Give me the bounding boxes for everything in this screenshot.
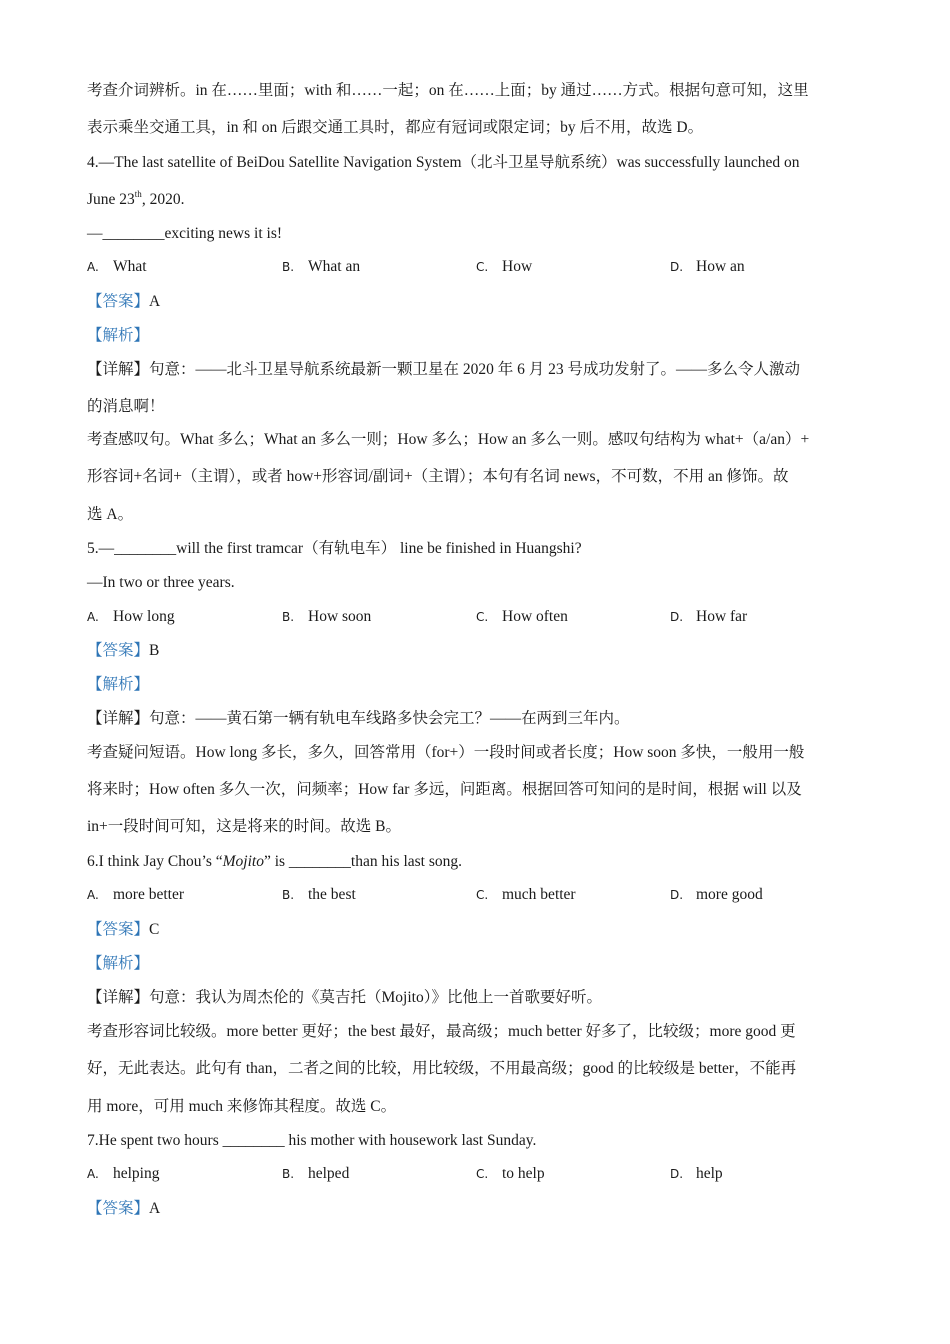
option-letter: A. xyxy=(87,1167,99,1181)
answer-value: B xyxy=(149,642,160,659)
option-letter: B. xyxy=(282,610,295,624)
option-text: helped xyxy=(308,1165,350,1182)
option-text: How an xyxy=(696,258,745,275)
answer-tag: 【答案】 xyxy=(87,642,150,659)
q5-options xyxy=(87,608,867,628)
q4-options xyxy=(87,258,867,278)
option-text: much better xyxy=(502,886,576,903)
q6-detail-line-4: 用 more，可用 much 来修饰其程度。故选 C。 xyxy=(87,1098,397,1115)
q7-option-d xyxy=(670,1165,723,1183)
q5-option-b xyxy=(282,608,371,626)
q6-detail-line-3: 好，无此表达。此句有 than，二者之间的比较，用比较级，不用最高级；good 的比较级是 better，不能再 xyxy=(87,1060,797,1077)
q6-stem-end: ” is ________than his last song. xyxy=(263,853,463,870)
q5-detail-line-1 xyxy=(87,709,864,729)
q6-stem xyxy=(87,852,864,872)
q5-detail-line-3: 将来时；How often 多久一次，问频率；How far 多远，问距离。根据回答可知问的是时间，根据 will 以及 xyxy=(87,781,802,798)
q4-date-suffix: th xyxy=(134,189,142,199)
q4-stem-line-1: 4.—The last satellite of BeiDou Satellite Navigation System（北斗卫星导航系统）was successfully launched on xyxy=(87,154,800,171)
q5-option-d xyxy=(670,608,747,626)
option-text: helping xyxy=(113,1165,160,1182)
option-letter: C. xyxy=(476,610,489,624)
q4-response-line: —________exciting news it is! xyxy=(87,225,283,242)
q6-option-d xyxy=(670,886,763,904)
option-letter: D. xyxy=(670,888,684,902)
q5-option-c xyxy=(476,608,568,626)
detail-text: 句意：——北斗卫星导航系统最新一颗卫星在 2020 年 6 月 23 号成功发射了。——多么令人激动 xyxy=(149,361,801,378)
q7-options xyxy=(87,1165,867,1185)
q7-stem: 7.He spent two hours ________ his mother with housework last Sunday. xyxy=(87,1132,537,1149)
answer-tag: 【答案】 xyxy=(87,1200,150,1217)
q6-detail-line-2: 考查形容词比较级。more better 更好；the best 最好，最高级；much better 好多了，比较级；more good 更 xyxy=(87,1023,796,1040)
option-text: to help xyxy=(502,1165,545,1182)
option-text: How soon xyxy=(308,608,372,625)
detail-tag: 【详解】 xyxy=(87,710,150,727)
q4-detail-line-2: 的消息啊！ xyxy=(87,398,165,415)
option-text: help xyxy=(696,1165,723,1182)
answer-tag: 【答案】 xyxy=(87,293,150,310)
option-letter: C. xyxy=(476,260,489,274)
q6-song-title: Mojito xyxy=(222,853,264,870)
option-text: What xyxy=(113,258,147,275)
option-text: How far xyxy=(696,608,748,625)
q6-stem-start: 6.I think Jay Chou’s “ xyxy=(87,853,223,870)
q4-detail-line-5: 选 A。 xyxy=(87,506,134,523)
option-text: the best xyxy=(308,886,356,903)
q6-analysis-tag: 【解析】 xyxy=(87,955,150,972)
q5-answer xyxy=(87,641,864,661)
q3-explanation-line-2: 表示乘坐交通工具，in 和 on 后跟交通工具时，都应有冠词或限定词；by 后不用，故选 D。 xyxy=(87,119,704,136)
q4-detail-line-3: 考查感叹句。What 多么；What an 多么一则；How 多么；How an 多么一则。感叹句结构为 what+（a/an）+ xyxy=(87,431,810,448)
q4-date: June 23 xyxy=(87,191,135,208)
answer-value: C xyxy=(149,921,160,938)
q6-answer xyxy=(87,920,864,940)
option-letter: A. xyxy=(87,260,99,274)
option-text: What an xyxy=(308,258,361,275)
q6-option-c xyxy=(476,886,576,904)
option-letter: B. xyxy=(282,1167,295,1181)
answer-value: A xyxy=(149,293,161,310)
option-letter: B. xyxy=(282,888,295,902)
q4-stem-line-2 xyxy=(87,190,864,210)
q7-answer xyxy=(87,1199,864,1219)
q5-analysis-tag: 【解析】 xyxy=(87,676,150,693)
detail-tag: 【详解】 xyxy=(87,989,150,1006)
q4-answer xyxy=(87,292,864,312)
q7-option-a xyxy=(87,1165,160,1183)
q4-option-c xyxy=(476,258,532,276)
q5-detail-line-4: in+一段时间可知，这是将来的时间。故选 B。 xyxy=(87,818,402,835)
q5-response-line: —In two or three years. xyxy=(87,574,235,591)
option-letter: A. xyxy=(87,888,99,902)
option-letter: A. xyxy=(87,610,99,624)
q5-stem-line-1: 5.—________will the first tramcar（有轨电车） line be finished in Huangshi? xyxy=(87,540,582,557)
q3-explanation-line-1: 考查介词辨析。in 在……里面；with 和……一起；on 在……上面；by 通过……方式。根据句意可知，这里 xyxy=(87,82,809,99)
option-text: more good xyxy=(696,886,763,903)
q6-options xyxy=(87,886,867,906)
q4-date-year: , 2020. xyxy=(141,191,185,208)
q4-detail-line-1 xyxy=(87,360,864,380)
q4-detail-line-4: 形容词+名词+（主谓），或者 how+形容词/副词+（主谓）；本句有名词 news，不可数，不用 an 修饰。故 xyxy=(87,468,789,485)
q7-option-b xyxy=(282,1165,349,1183)
q4-option-d xyxy=(670,258,745,276)
detail-text: 句意：——黄石第一辆有轨电车线路多快会完工？——在两到三年内。 xyxy=(149,710,630,727)
option-text: How xyxy=(502,258,533,275)
q4-analysis-tag: 【解析】 xyxy=(87,327,150,344)
option-text: How often xyxy=(502,608,568,625)
q5-option-a xyxy=(87,608,175,626)
answer-tag: 【答案】 xyxy=(87,921,150,938)
q7-option-c xyxy=(476,1165,545,1183)
option-letter: D. xyxy=(670,610,684,624)
answer-value: A xyxy=(149,1200,161,1217)
detail-text: 句意：我认为周杰伦的《莫吉托（Mojito）》比他上一首歌要好听。 xyxy=(149,989,602,1006)
q4-option-a xyxy=(87,258,147,276)
q4-option-b xyxy=(282,258,360,276)
option-text: more better xyxy=(113,886,185,903)
q5-detail-line-2: 考查疑问短语。How long 多长，多久，回答常用（for+）一段时间或者长度；How soon 多快，一般用一般 xyxy=(87,744,805,761)
q6-option-a xyxy=(87,886,184,904)
option-letter: D. xyxy=(670,260,684,274)
q6-detail-line-1 xyxy=(87,988,864,1008)
detail-tag: 【详解】 xyxy=(87,361,150,378)
option-letter: D. xyxy=(670,1167,684,1181)
option-text: How long xyxy=(113,608,175,625)
q6-option-b xyxy=(282,886,356,904)
option-letter: C. xyxy=(476,888,489,902)
option-letter: C. xyxy=(476,1167,489,1181)
option-letter: B. xyxy=(282,260,295,274)
